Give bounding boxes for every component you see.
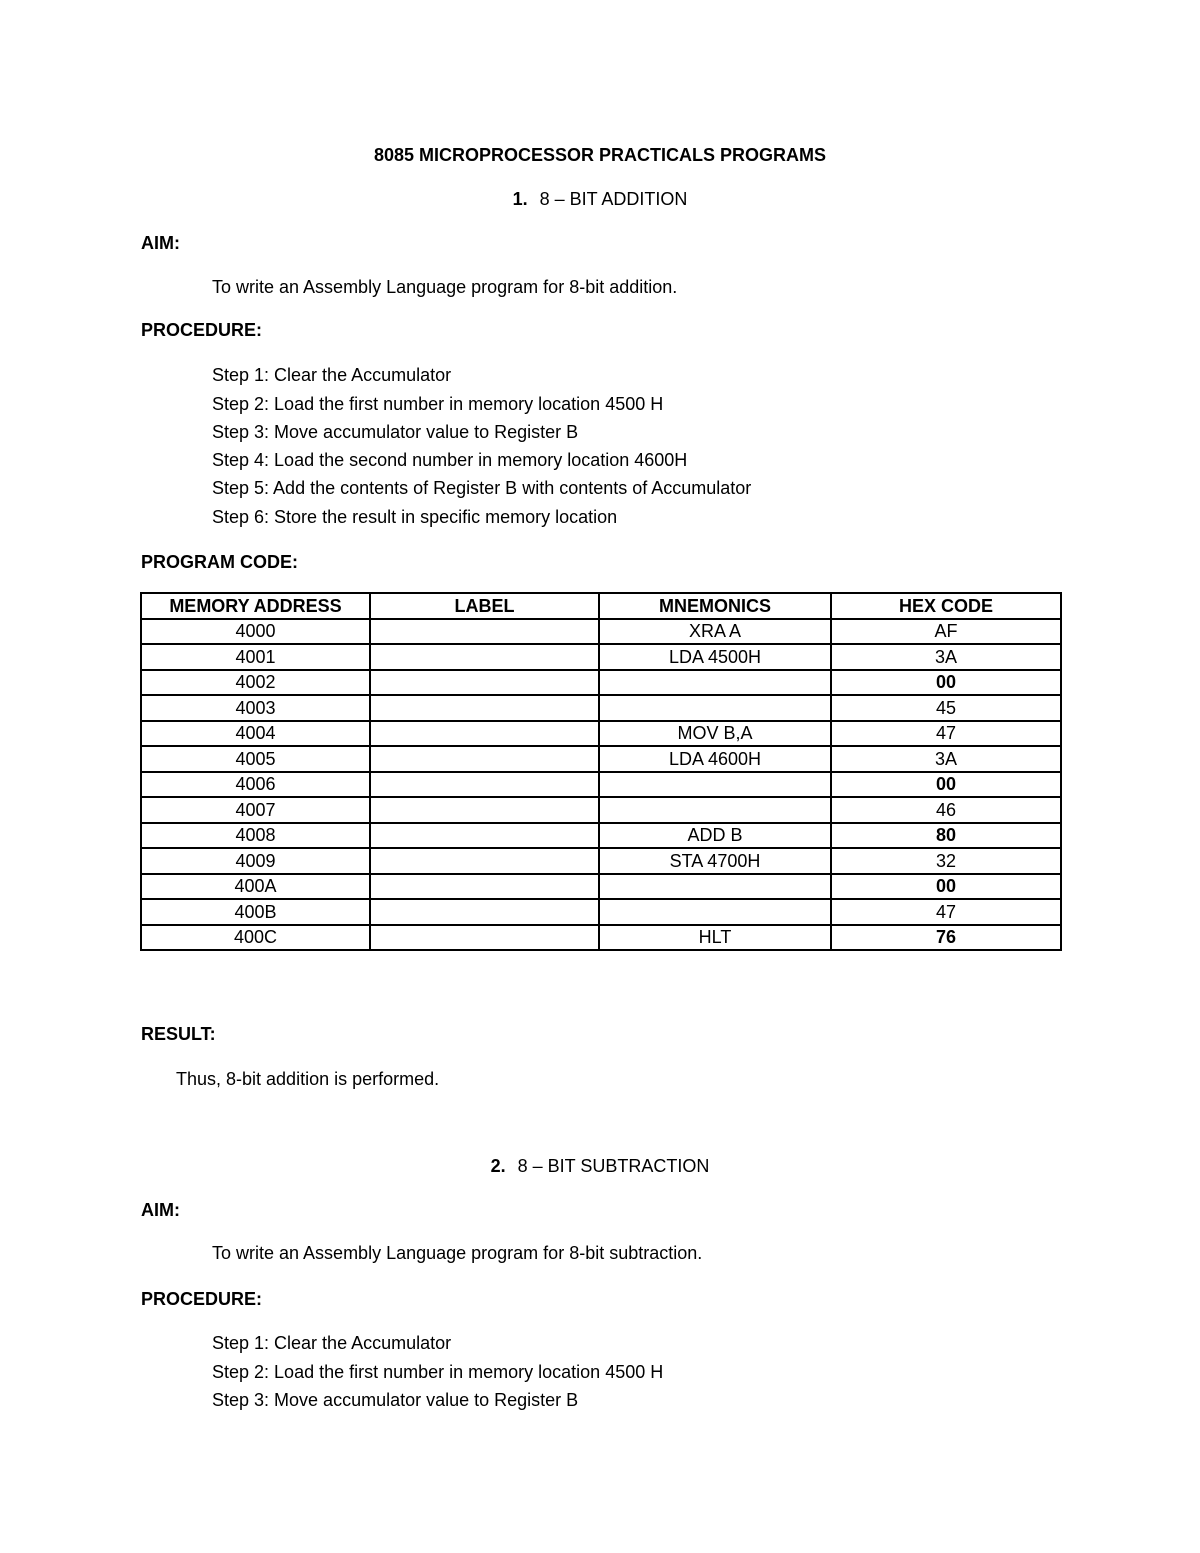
cell-hex: 47 (831, 721, 1061, 747)
cell-mnemonic: XRA A (599, 619, 831, 645)
cell-hex: 3A (831, 644, 1061, 670)
header-hex-code: HEX CODE (831, 593, 1061, 619)
cell-hex: 76 (831, 925, 1061, 951)
table-header-row (141, 593, 1061, 619)
table-row (141, 823, 1061, 849)
section-2-number: 2. (490, 1156, 506, 1176)
cell-label (370, 874, 599, 900)
table-row (141, 874, 1061, 900)
cell-hex: 47 (831, 899, 1061, 925)
cell-address: 4002 (141, 670, 370, 696)
cell-hex: AF (831, 619, 1061, 645)
cell-address: 400C (141, 925, 370, 951)
cell-hex: 00 (831, 772, 1061, 798)
section-1-title-text: 8 – BIT ADDITION (539, 189, 688, 209)
cell-address: 4004 (141, 721, 370, 747)
cell-address: 4005 (141, 746, 370, 772)
table-row (141, 746, 1061, 772)
document-title: 8085 MICROPROCESSOR PRACTICALS PROGRAMS (373, 145, 827, 165)
table-row (141, 670, 1061, 696)
cell-label (370, 823, 599, 849)
section-1-step-2: Step 2: Load the first number in memory location 4500 H (212, 394, 664, 414)
cell-mnemonic (599, 899, 831, 925)
cell-hex: 3A (831, 746, 1061, 772)
cell-label (370, 848, 599, 874)
cell-address: 4003 (141, 695, 370, 721)
section-1-number: 1. (512, 189, 528, 209)
cell-hex: 80 (831, 823, 1061, 849)
cell-mnemonic (599, 772, 831, 798)
section-2-step-2: Step 2: Load the first number in memory location 4500 H (212, 1362, 664, 1382)
cell-address: 4008 (141, 823, 370, 849)
cell-address: 4000 (141, 619, 370, 645)
section-1-step-1: Step 1: Clear the Accumulator (212, 365, 452, 385)
cell-label (370, 721, 599, 747)
table-row (141, 644, 1061, 670)
table-row (141, 848, 1061, 874)
cell-label (370, 772, 599, 798)
table-row (141, 721, 1061, 747)
section-1-result-heading: RESULT: (141, 1024, 216, 1044)
cell-mnemonic (599, 695, 831, 721)
section-1-step-5: Step 5: Add the contents of Register B with contents of Accumulator (212, 478, 752, 498)
cell-hex: 45 (831, 695, 1061, 721)
cell-mnemonic: HLT (599, 925, 831, 951)
section-1-procedure-heading: PROCEDURE: (141, 320, 263, 340)
table-row (141, 925, 1061, 951)
cell-mnemonic (599, 670, 831, 696)
header-mnemonics: MNEMONICS (599, 593, 831, 619)
cell-mnemonic: MOV B,A (599, 721, 831, 747)
cell-mnemonic: STA 4700H (599, 848, 831, 874)
section-2-title (0, 1157, 1200, 1175)
cell-label (370, 899, 599, 925)
cell-address: 4009 (141, 848, 370, 874)
cell-label (370, 746, 599, 772)
cell-mnemonic: LDA 4600H (599, 746, 831, 772)
header-memory-address: MEMORY ADDRESS (141, 593, 370, 619)
section-2-aim-text: To write an Assembly Language program for 8-bit subtraction. (212, 1243, 703, 1263)
cell-mnemonic (599, 874, 831, 900)
cell-hex: 00 (831, 874, 1061, 900)
table-row (141, 619, 1061, 645)
cell-hex: 00 (831, 670, 1061, 696)
table-row (141, 772, 1061, 798)
table-row (141, 695, 1061, 721)
cell-address: 4001 (141, 644, 370, 670)
header-label: LABEL (370, 593, 599, 619)
cell-label (370, 619, 599, 645)
cell-hex: 46 (831, 797, 1061, 823)
section-1-result-text: Thus, 8-bit addition is performed. (176, 1069, 440, 1089)
cell-hex: 32 (831, 848, 1061, 874)
cell-mnemonic: ADD B (599, 823, 831, 849)
section-1-step-3: Step 3: Move accumulator value to Register B (212, 422, 579, 442)
cell-mnemonic: LDA 4500H (599, 644, 831, 670)
program-code-table (140, 592, 1062, 951)
cell-label (370, 644, 599, 670)
cell-label (370, 925, 599, 951)
table-row (141, 797, 1061, 823)
table-row (141, 899, 1061, 925)
section-2-procedure-heading: PROCEDURE: (141, 1289, 263, 1309)
cell-label (370, 695, 599, 721)
section-1-step-4: Step 4: Load the second number in memory location 4600H (212, 450, 688, 470)
cell-label (370, 797, 599, 823)
section-1-program-code-heading: PROGRAM CODE: (141, 552, 298, 572)
section-1-aim-heading: AIM: (141, 233, 180, 253)
cell-address: 4006 (141, 772, 370, 798)
cell-address: 400A (141, 874, 370, 900)
section-1-aim-text: To write an Assembly Language program for 8-bit addition. (212, 277, 678, 297)
cell-address: 4007 (141, 797, 370, 823)
section-2-step-1: Step 1: Clear the Accumulator (212, 1333, 452, 1353)
cell-label (370, 670, 599, 696)
section-2-step-3: Step 3: Move accumulator value to Register B (212, 1390, 579, 1410)
cell-mnemonic (599, 797, 831, 823)
section-1-title (0, 190, 1200, 208)
section-1-step-6: Step 6: Store the result in specific memory location (212, 507, 618, 527)
section-2-title-text: 8 – BIT SUBTRACTION (517, 1156, 710, 1176)
cell-address: 400B (141, 899, 370, 925)
section-2-aim-heading: AIM: (141, 1200, 180, 1220)
